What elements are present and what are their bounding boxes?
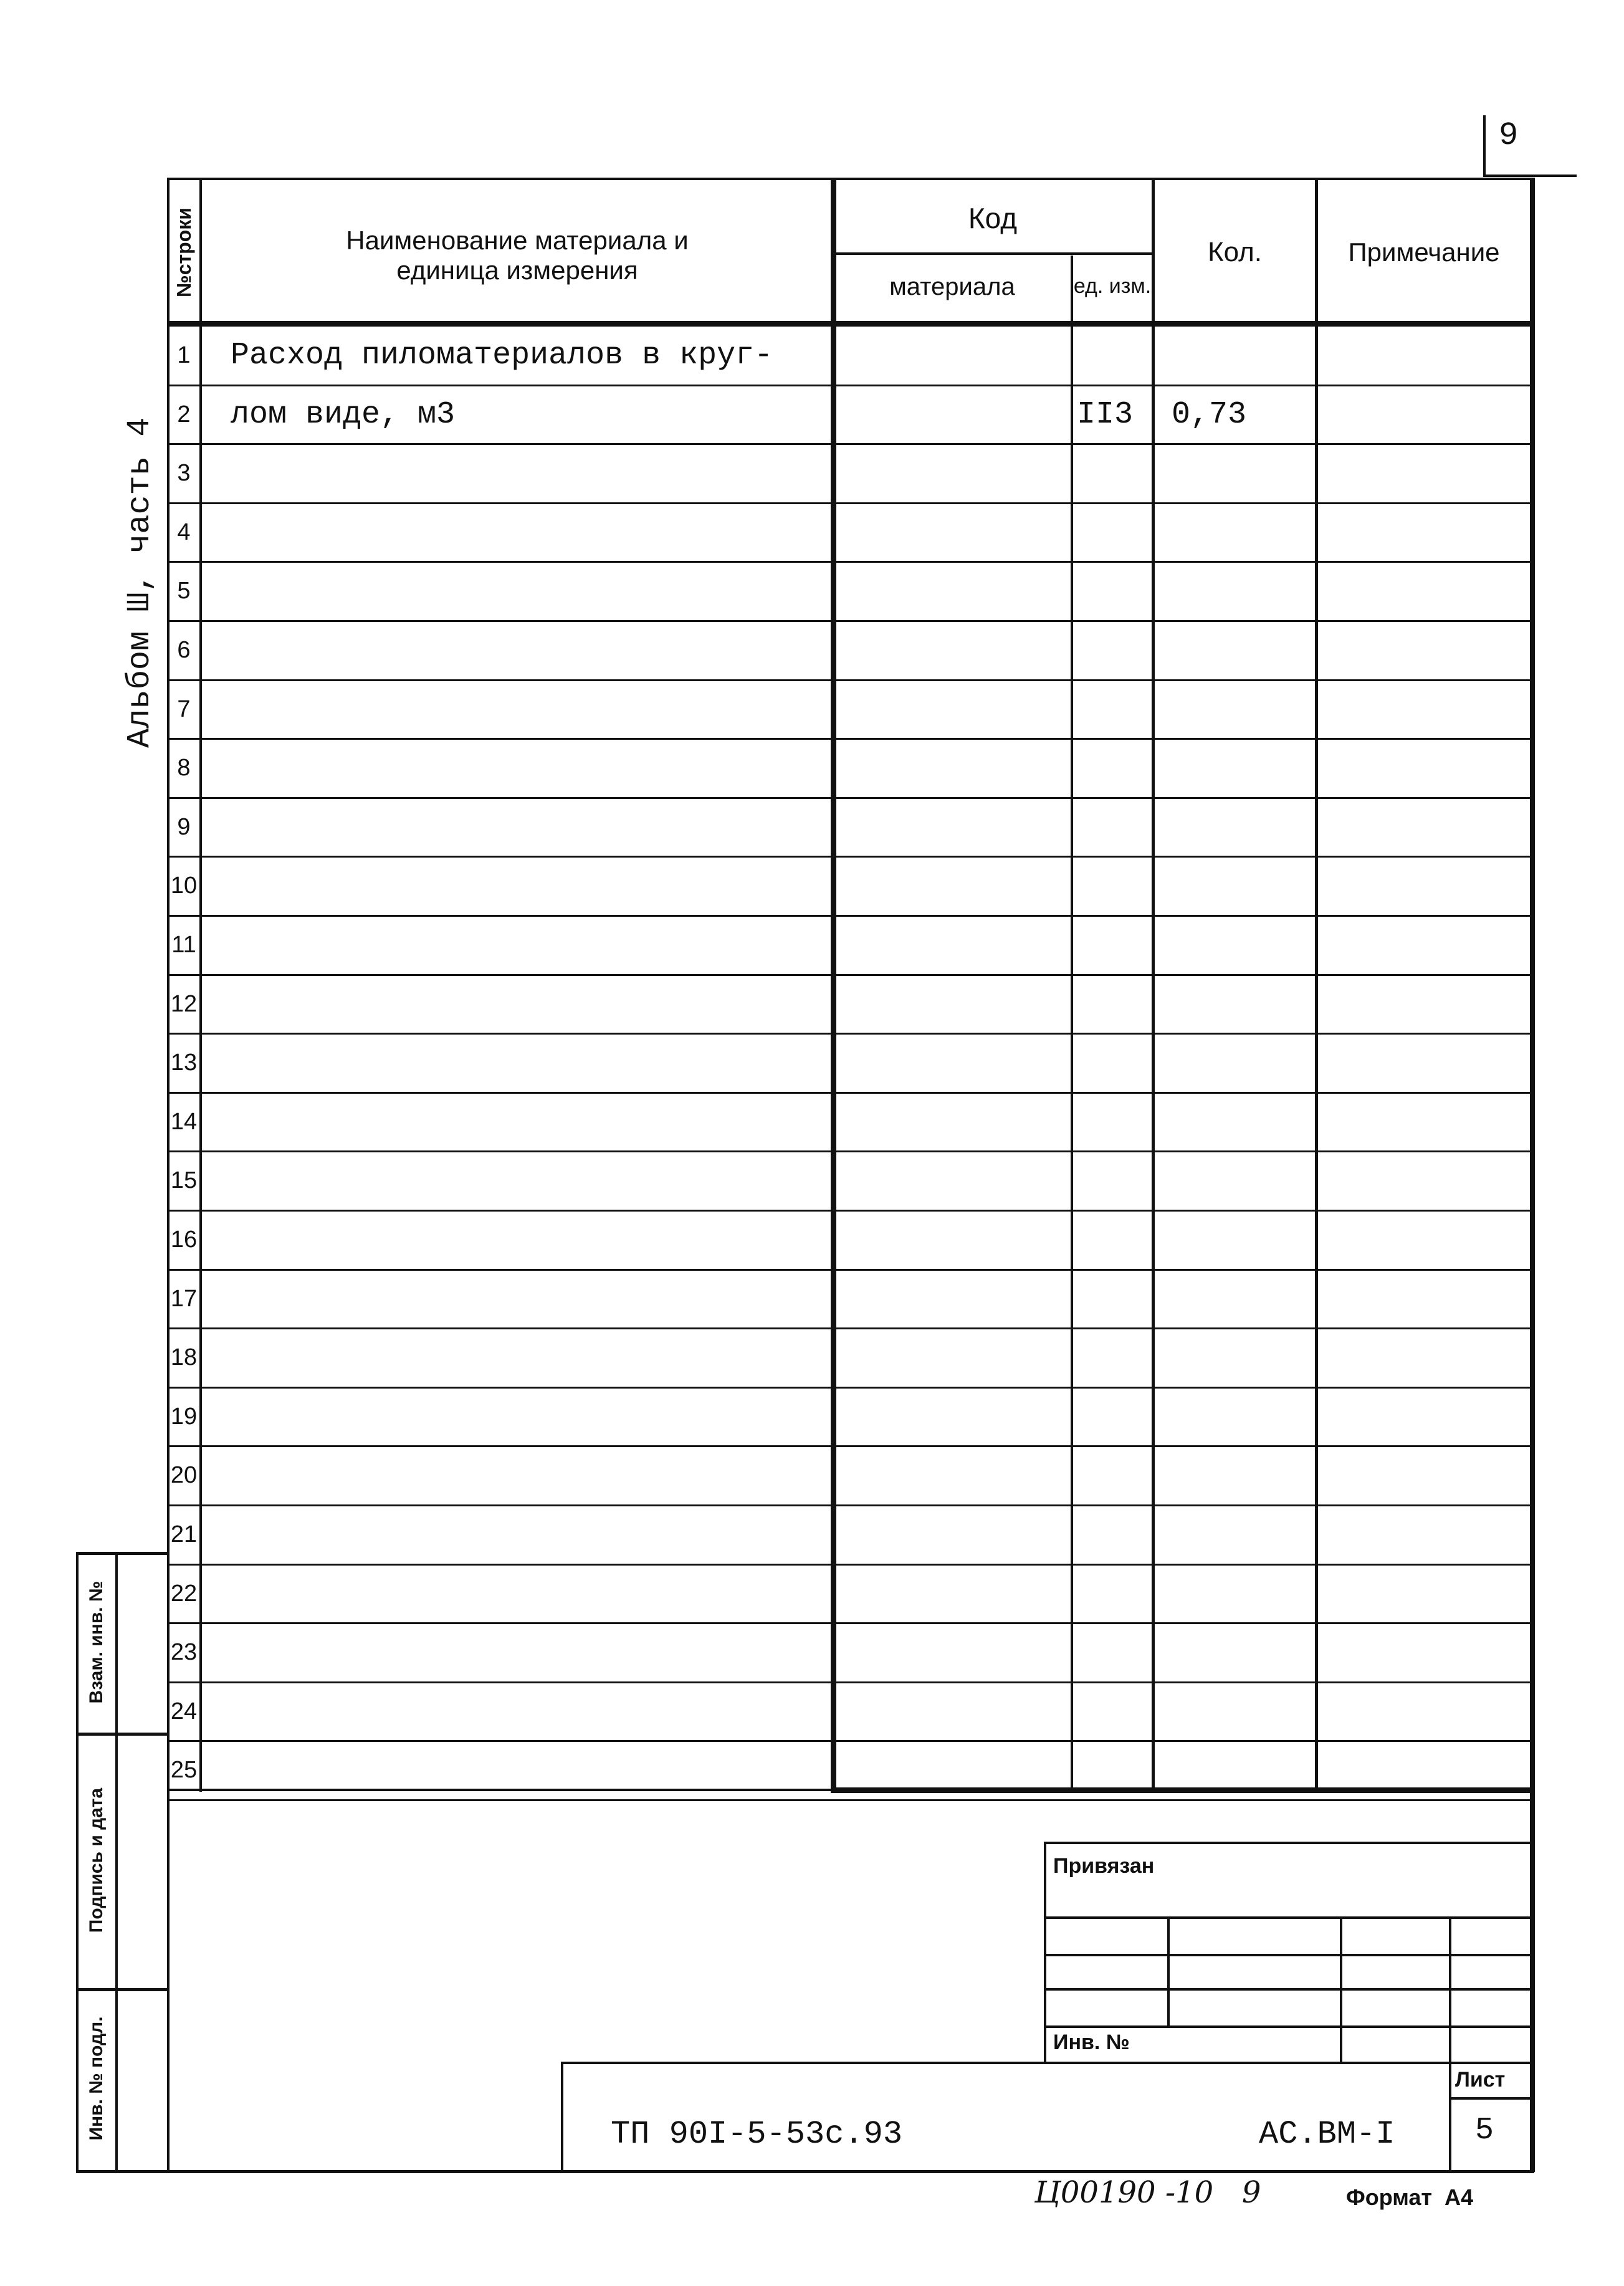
row-divider (168, 1150, 1533, 1152)
row-divider (168, 1210, 1533, 1212)
header-unit: ед. изм. (1073, 274, 1152, 299)
row-unit: II3 (1077, 396, 1134, 433)
title-privyazan-top (1044, 1842, 1533, 1844)
page-number: 9 (1499, 117, 1519, 154)
frame-right-lower (1530, 1789, 1535, 2172)
row-qty: 0,73 (1172, 396, 1247, 433)
stamp-top (76, 1552, 170, 1555)
title-grid-v3 (1449, 1916, 1451, 2172)
title-privyazan: Привязан (1053, 1854, 1155, 1878)
stamp-bottom (76, 2170, 1534, 2173)
row-name: лом виде, м3 (231, 396, 456, 433)
row-number: 6 (177, 637, 191, 663)
header-row-no: №строки (173, 208, 195, 297)
title-grid-v2 (1340, 1916, 1342, 2063)
title-sheet-divider (1449, 2097, 1533, 2100)
row-divider (168, 1445, 1533, 1447)
unit-right-border (1152, 178, 1155, 1792)
header-qty: Кол. (1207, 236, 1263, 267)
table-bottom-border-left (168, 1789, 835, 1791)
row-number: 7 (177, 696, 191, 722)
title-inv-no: Инв. № (1053, 2030, 1130, 2054)
title-main-top (561, 2062, 1533, 2064)
row-number: 8 (177, 755, 191, 782)
row-divider (168, 974, 1533, 976)
row-name: Расход пиломатериалов в круг- (231, 338, 773, 373)
row-number: 3 (177, 460, 191, 487)
row-divider (168, 1504, 1533, 1506)
title-sheet-no: 5 (1475, 2113, 1494, 2148)
footer-format: Формат А4 (1346, 2184, 1474, 2210)
row-divider (168, 1799, 1533, 1801)
row-number: 15 (170, 1167, 198, 1194)
row-number: 1 (177, 342, 191, 368)
title-sheet-label: Лист (1455, 2068, 1506, 2092)
title-grid-3 (1044, 1988, 1533, 1991)
row-number: 24 (170, 1698, 198, 1724)
stamp-inv: Инв. № подл. (86, 2016, 107, 2141)
row-divider (168, 1092, 1533, 1094)
side-title: Альбом Ш, часть 4 (122, 417, 158, 748)
title-main-left (561, 2062, 563, 2172)
title-grid-v1 (1167, 1916, 1170, 2025)
row-divider (168, 385, 1533, 386)
table-top-border (168, 178, 1533, 180)
header-material: материала (889, 273, 1015, 300)
row-number: 2 (177, 401, 191, 428)
row-divider (168, 738, 1533, 740)
footer-handwritten: Ц00190 -10 9 (1034, 2175, 1261, 2210)
title-grid-1 (1044, 1916, 1533, 1919)
row-divider (168, 561, 1533, 563)
row-divider (168, 1740, 1533, 1742)
title-doc-code: ТП 90I-5-53с.93 (611, 2116, 903, 2153)
row-number: 11 (171, 932, 196, 958)
row-divider (168, 1033, 1533, 1035)
row-divider (168, 1327, 1533, 1329)
row-number: 23 (170, 1639, 198, 1666)
row-divider (168, 679, 1533, 681)
stamp-left-border (76, 1552, 79, 2172)
page-number-rule (1483, 115, 1486, 175)
frame-left-lower (167, 1789, 170, 2172)
title-grid-2 (1044, 1954, 1533, 1956)
qty-right-border (1315, 178, 1318, 1792)
row-divider (168, 1622, 1533, 1624)
row-number: 5 (177, 578, 191, 605)
code-sub-divider (834, 252, 1153, 255)
row-divider (168, 443, 1533, 445)
stamp-vzam: Взам. инв. № (86, 1581, 107, 1704)
row-divider (168, 856, 1533, 858)
row-number: 14 (170, 1108, 198, 1135)
stamp-div-1 (76, 1733, 170, 1736)
title-grid-4 (1044, 2025, 1533, 2028)
row-number: 20 (170, 1462, 198, 1489)
row-divider (168, 1387, 1533, 1389)
stamp-mid-border (115, 1552, 118, 2172)
stamp-div-2 (76, 1988, 170, 1991)
row-number: 19 (170, 1403, 198, 1430)
row-divider (168, 797, 1533, 799)
name-right-border (831, 178, 836, 1792)
header-bottom-border (168, 321, 1535, 327)
row-number: 22 (170, 1580, 198, 1607)
row-number: 21 (170, 1521, 198, 1547)
row-divider (168, 502, 1533, 504)
header-note: Примечание (1348, 237, 1500, 267)
table-bottom-border (831, 1787, 1535, 1793)
row-divider (168, 915, 1533, 917)
row-number: 25 (170, 1757, 198, 1784)
row-divider (168, 1564, 1533, 1566)
row-number: 10 (170, 873, 198, 899)
row-divider (168, 620, 1533, 622)
page-number-underline (1483, 175, 1577, 177)
row-number: 16 (170, 1227, 198, 1253)
header-name: Наименование материала и единица измерения (346, 225, 689, 285)
header-code: Код (968, 201, 1018, 234)
table-right-border (1530, 178, 1535, 1792)
row-divider (168, 1681, 1533, 1683)
rownum-right-border (199, 178, 202, 1792)
row-number: 4 (177, 519, 191, 545)
title-privyazan-left (1044, 1842, 1046, 2063)
row-divider (168, 1269, 1533, 1271)
row-number: 17 (170, 1285, 198, 1312)
title-mark: АС.ВМ-I (1259, 2116, 1395, 2153)
row-number: 9 (177, 813, 191, 840)
material-right-border (1071, 256, 1073, 1792)
row-number: 12 (170, 990, 198, 1017)
row-number: 18 (170, 1344, 198, 1371)
stamp-sign: Подпись и дата (86, 1787, 107, 1933)
row-number: 13 (170, 1050, 198, 1076)
